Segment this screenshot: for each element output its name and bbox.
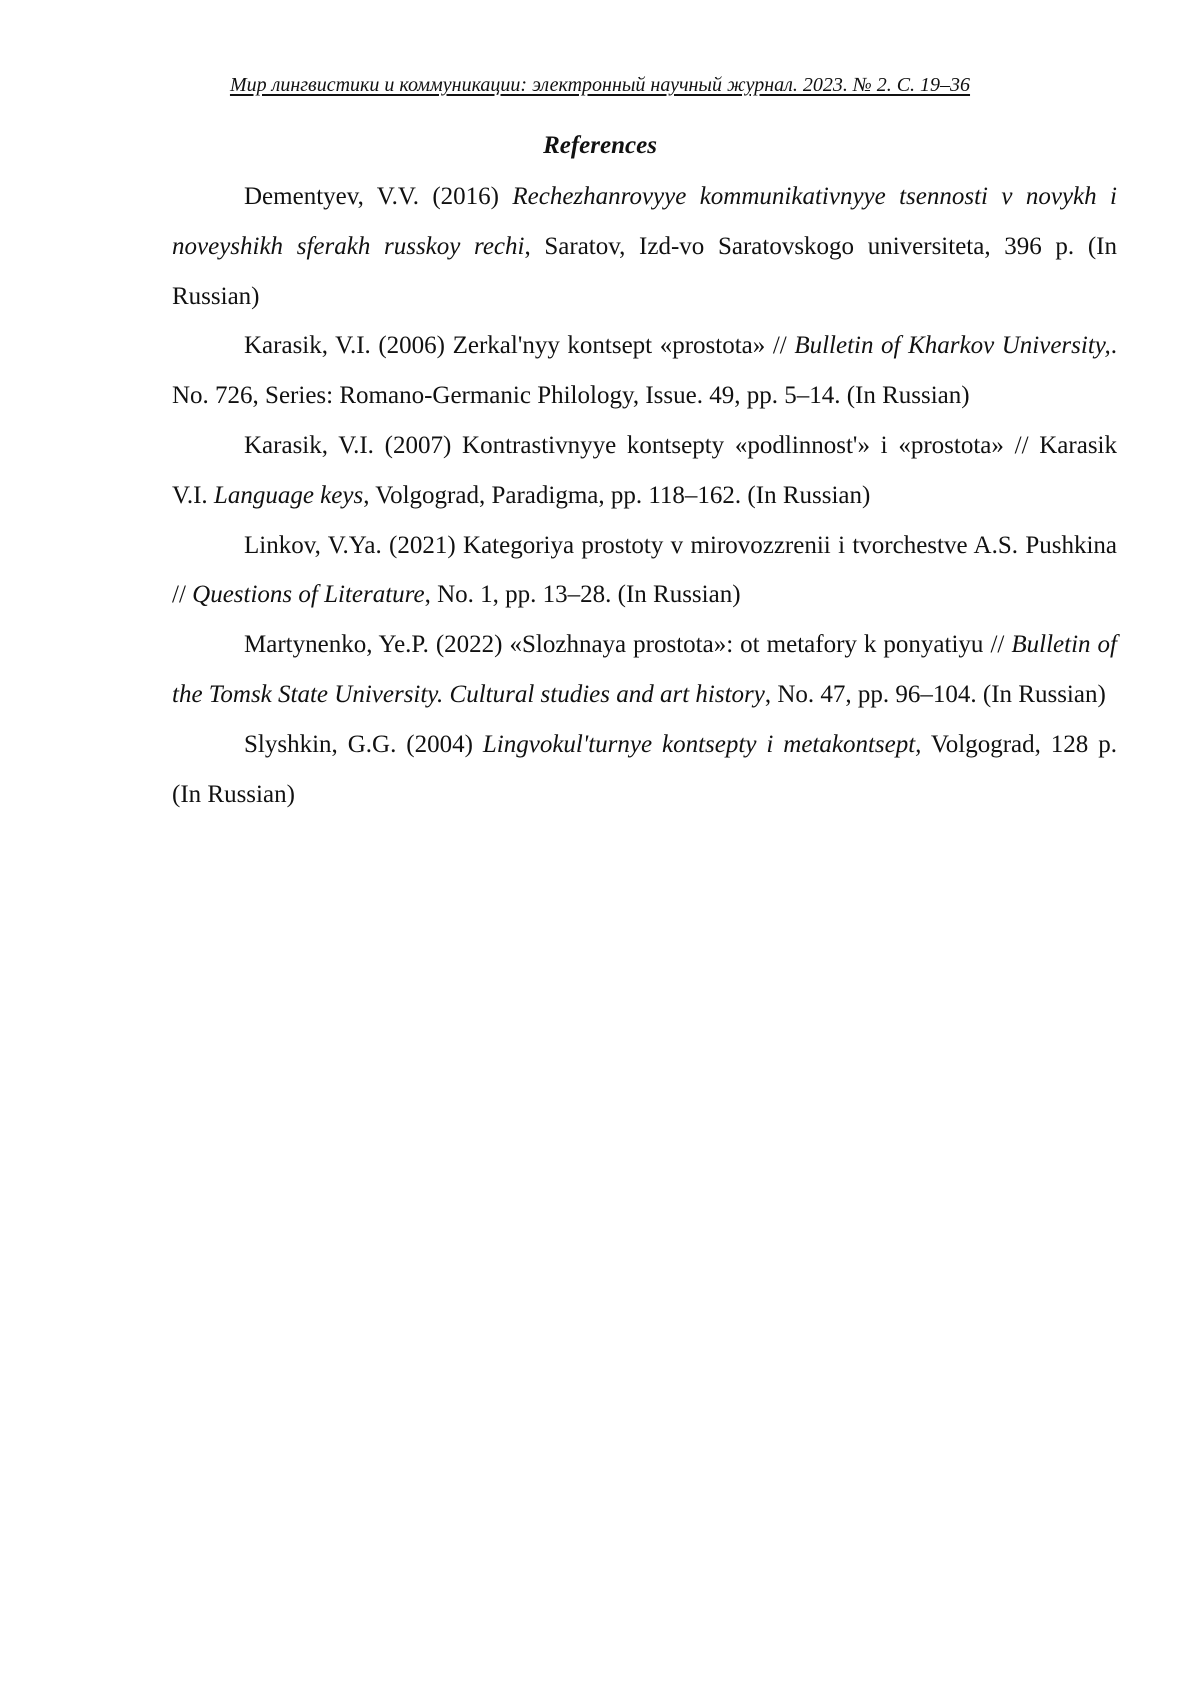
reference-text: , No. 47, pp. 96–104. (In Russian): [764, 680, 1106, 708]
reference-title: Questions of Literature: [192, 581, 425, 609]
reference-text: Karasik, V.I. (2006) Zerkal'nyy kontsept «prostota» //: [244, 332, 795, 360]
references-heading: References: [543, 132, 657, 159]
reference-text: . No. 726, Series: Romano-Germanic Philology, Issue. 49, pp. 5–14. (In Russian): [172, 332, 1118, 410]
reference-list: [172, 172, 1117, 819]
reference-text: , Volgograd, Paradigma, pp. 118–162. (In Russian): [363, 481, 871, 509]
reference-text: , Saratov, Izd-vo Saratovskogo universiteta, 396 p. (In Russian): [172, 232, 1117, 310]
reference-item: [172, 620, 1117, 720]
reference-text: , No. 1, pp. 13–28. (In Russian): [424, 581, 741, 609]
reference-item: [172, 720, 1117, 820]
reference-text: Karasik, V.I. (2007) Kontrastivnyye kontsepty «podlinnost'» i «prostota» // Karasik V.I.: [172, 431, 1117, 509]
reference-text: Volgograd, 128 p. (In Russian): [172, 730, 1117, 808]
reference-title: Lingvokul'turnye kontsepty i metakontsept,: [482, 730, 922, 758]
reference-title: Language keys: [213, 481, 364, 509]
reference-item: [172, 421, 1117, 521]
reference-text: Dementyev, V.V. (2016): [244, 183, 513, 210]
reference-title: Bulletin of the Tomsk State University. Cultural studies and art history: [172, 631, 1117, 708]
reference-item: [172, 172, 1117, 321]
reference-item: [172, 321, 1117, 421]
reference-title: Rechezhanrovyye kommunikativnyye tsennosti v novykh i noveyshikh sferakh russkoy rechi: [172, 183, 1117, 260]
reference-text: Linkov, V.Ya. (2021) Kategoriya prostoty v mirovozzrenii i tvorchestve A.S. Pushkina //: [172, 531, 1117, 609]
running-header: Мир лингвистики и коммуникации: электронный научный журнал. 2023. № 2. С. 19–36: [229, 74, 971, 96]
reference-item: [172, 521, 1117, 621]
reference-title: Bulletin of Kharkov University,: [794, 332, 1111, 360]
reference-text: Martynenko, Ye.P. (2022) «Slozhnaya prostota»: ot metafory k ponyatiyu //: [244, 631, 1012, 659]
reference-text: Slyshkin, G.G. (2004): [244, 730, 483, 758]
